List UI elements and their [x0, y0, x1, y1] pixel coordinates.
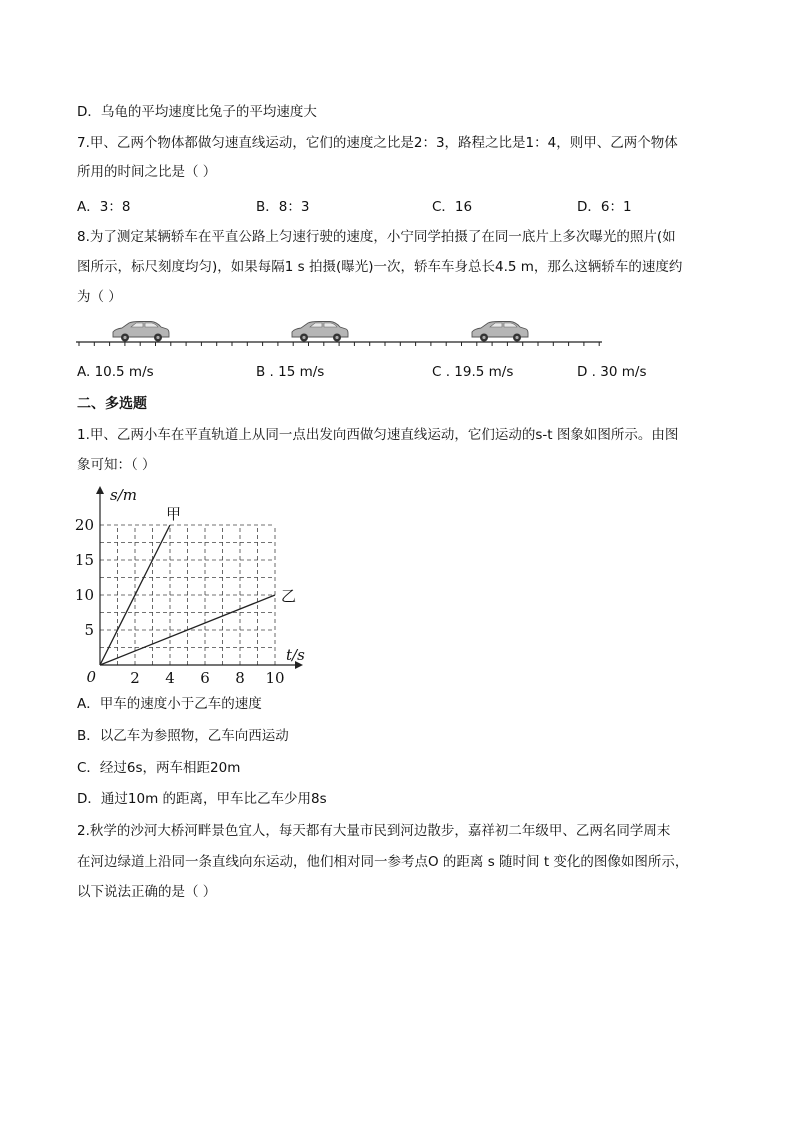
y-axis-arrow — [96, 486, 104, 494]
x-axis-label: t/s — [286, 646, 305, 664]
q8-car-ruler-figure — [76, 316, 606, 348]
car-image-3 — [472, 322, 528, 342]
q8-option-d: D . 30 m/s — [577, 364, 647, 380]
series-label-1: 甲 — [166, 505, 182, 523]
m1-option-b: B．以乙车为参照物，乙车向西运动 — [77, 728, 289, 744]
origin-label: 0 — [86, 668, 96, 686]
q7-stem-line2: 所用的时间之比是（ ） — [77, 164, 217, 180]
series-label-2: 乙 — [281, 587, 297, 605]
q8-option-c: C . 19.5 m/s — [432, 364, 514, 380]
m1-stem-line1: 1.甲、乙两小车在平直轨道上从同一点出发向西做匀速直线运动，它们运动的s-t 图象如图所示。由图 — [77, 427, 679, 443]
x-tick-label: 4 — [165, 669, 175, 687]
m1-option-a: A．甲车的速度小于乙车的速度 — [77, 696, 262, 712]
q8-stem-line3: 为（ ） — [77, 289, 122, 305]
m1-option-c: C．经过6s，两车相距20m — [77, 760, 241, 776]
q8-stem-line2: 图所示，标尺刻度均匀)，如果每隔1 s 拍摄(曝光)一次，轿车车身总长4.5 m，那么这辆轿车的速度约 — [77, 259, 683, 275]
q6-option-d: D．乌龟的平均速度比兔子的平均速度大 — [77, 104, 317, 120]
q8-option-a: A. 10.5 m/s — [77, 364, 154, 380]
y-tick-label: 20 — [74, 516, 94, 534]
q7-option-a: A．3：8 — [77, 199, 131, 215]
q8-stem-line1: 8.为了测定某辆轿车在平直公路上匀速行驶的速度，小宁同学拍摄了在同一底片上多次曝光的照片(如 — [77, 229, 676, 245]
q7-option-c: C．16 — [432, 199, 473, 215]
m2-stem-line3: 以下说法正确的是（ ） — [77, 884, 217, 900]
y-tick-label: 10 — [74, 586, 94, 604]
car-image-2 — [292, 322, 348, 342]
y-tick-label: 15 — [74, 551, 94, 569]
q7-option-b: B．8：3 — [256, 199, 310, 215]
q7-option-d: D．6：1 — [577, 199, 632, 215]
q7-stem-line1: 7.甲、乙两个物体都做匀速直线运动，它们的速度之比是2：3，路程之比是1：4，则甲、乙两个物体 — [77, 135, 678, 151]
x-tick-label: 6 — [200, 669, 210, 687]
m2-stem-line2: 在河边绿道上沿同一条直线向东运动，他们相对同一参考点O 的距离 s 随时间 t 变化的图像如图所示， — [77, 854, 689, 870]
q8-option-b: B . 15 m/s — [256, 364, 325, 380]
st-graph — [70, 478, 320, 693]
y-axis-label: s/m — [110, 486, 137, 504]
car-image-1 — [113, 322, 169, 342]
section-title-multiple-choice: 二、多选题 — [77, 396, 147, 412]
x-tick-label: 8 — [235, 669, 245, 687]
m2-stem-line1: 2.秋学的沙河大桥河畔景色宜人，每天都有大量市民到河边散步，嘉祥初二年级甲、乙两名同学周末 — [77, 823, 671, 839]
y-tick-label: 5 — [84, 621, 94, 639]
x-tick-label: 10 — [265, 669, 285, 687]
m1-option-d: D．通过10m 的距离，甲车比乙车少用8s — [77, 791, 327, 807]
m1-stem-line2: 象可知：（ ） — [77, 457, 156, 473]
x-tick-label: 2 — [130, 669, 140, 687]
